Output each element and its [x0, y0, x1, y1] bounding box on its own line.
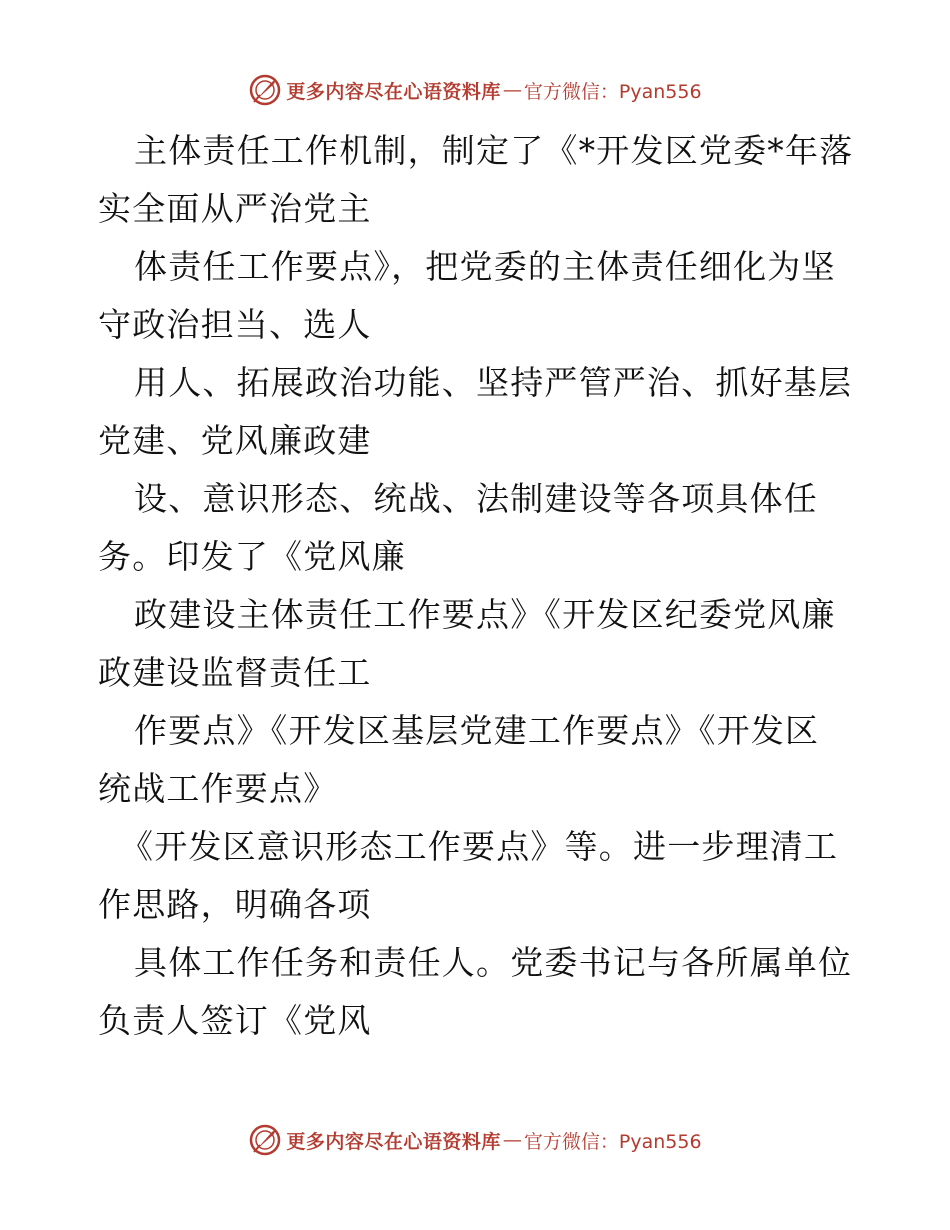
body-line: 统战工作要点》: [98, 769, 338, 808]
quill-logo-icon: [248, 1123, 282, 1157]
footer-site-text: 更多内容尽在心语资料库: [286, 1130, 501, 1153]
body-line: 务。印发了《党风廉: [98, 537, 406, 576]
body-line: 政建设监督责任工: [98, 653, 372, 692]
document-body: [98, 122, 858, 1050]
body-line: 主体责任工作机制，制定了《*开发区党委*年落: [134, 131, 854, 170]
header-site-text: 更多内容尽在心语资料库: [286, 80, 501, 103]
body-line: 《开发区意识形态工作要点》等。进一步理清工: [120, 827, 839, 866]
footer-banner: [0, 1120, 950, 1160]
body-line: 守政治担当、选人: [98, 305, 372, 344]
body-line: 政建设主体责任工作要点》《开发区纪委党风廉: [134, 595, 836, 634]
header-wechat-text: 官方微信：Pyan556: [523, 80, 702, 103]
body-line: 具体工作任务和责任人。党委书记与各所属单位: [134, 943, 853, 982]
quill-logo-icon: [248, 73, 282, 107]
footer-wechat-text: 官方微信：Pyan556: [523, 1130, 702, 1153]
body-line: 实全面从严治党主: [98, 189, 372, 228]
header-separator: —: [502, 79, 522, 101]
body-line: 负责人签订《党风: [98, 1001, 372, 1040]
body-line: 作要点》《开发区基层党建工作要点》《开发区: [134, 711, 820, 750]
body-line: 设、意识形态、统战、法制建设等各项具体任: [134, 479, 818, 518]
body-line: 体责任工作要点》，把党委的主体责任细化为坚: [134, 247, 836, 286]
body-line: 作思路，明确各项: [98, 885, 372, 924]
body-line: 党建、党风廉政建: [98, 421, 372, 460]
footer-separator: —: [502, 1129, 522, 1151]
header-banner: [0, 70, 950, 110]
body-line: 用人、拓展政治功能、坚持严管严治、抓好基层: [134, 363, 853, 402]
